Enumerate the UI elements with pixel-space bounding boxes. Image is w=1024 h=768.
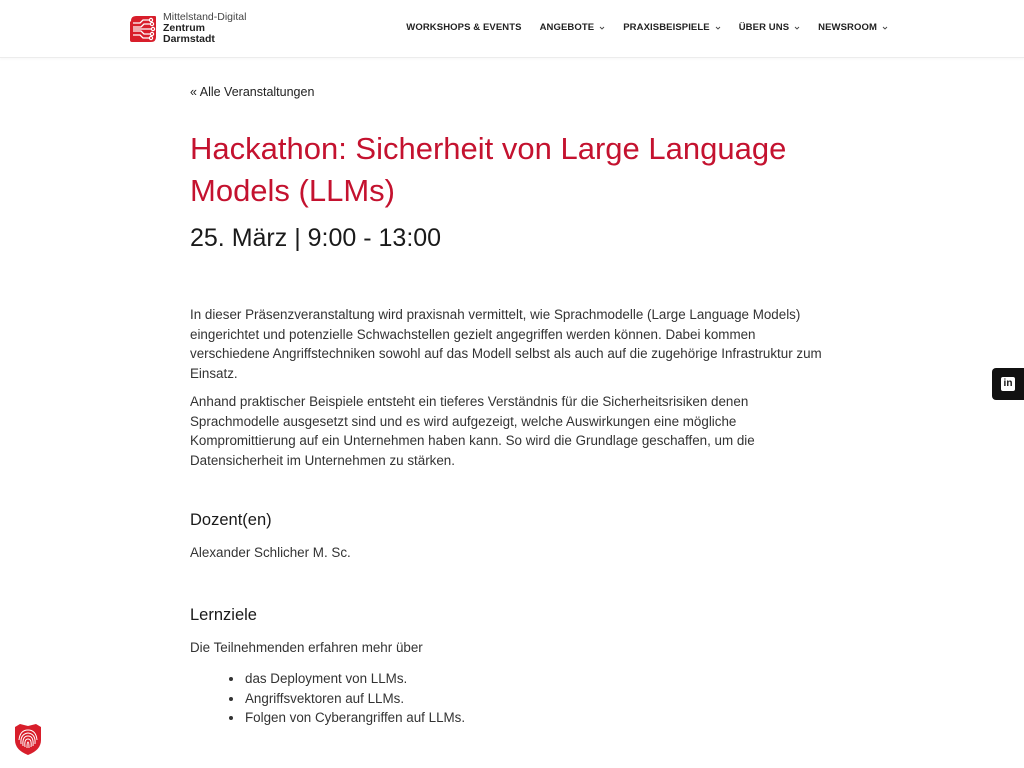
description-paragraph-1: In dieser Präsenzveranstaltung wird praxisnah vermittelt, wie Sprachmodelle (Large Language Models) eingerichtet und potenzielle Schwachstellen gezielt angegriffen werden können. Dabei kommen verschiedene Angriffstechniken sowohl auf das Modell selbst als auch auf die zugehörige Infrastruktur zum Einsatz. — [190, 307, 822, 381]
logo-line-1: Mittelstand-Digital — [163, 11, 247, 23]
back-to-all-events-link[interactable]: « Alle Veranstaltungen — [190, 85, 315, 99]
dozent-name: Alexander Schlicher M. Sc. — [190, 545, 351, 560]
linkedin-icon: in — [1001, 377, 1015, 391]
fingerprint-shield-icon[interactable] — [12, 722, 44, 756]
event-title: Hackathon: Sicherheit von Large Language Models (LLMs) — [190, 131, 787, 208]
nav-item-praxisbeispiele[interactable] — [623, 22, 721, 33]
nav-label: ÜBER UNS — [738, 22, 790, 33]
linkedin-share-button[interactable] — [992, 368, 1024, 400]
site-header — [0, 0, 1024, 58]
chevron-down-icon — [599, 25, 605, 31]
list-item: Folgen von Cyberangriffen auf LLMs. — [227, 708, 465, 728]
chevron-down-icon — [882, 25, 888, 31]
nav-label: PRAXISBEISPIELE — [623, 22, 710, 33]
chevron-down-icon — [715, 25, 721, 31]
circuit-logo-icon — [127, 13, 159, 45]
logo-line-2: Zentrum — [163, 22, 205, 34]
nav-item-newsroom[interactable] — [818, 22, 888, 33]
list-item: Angriffsvektoren auf LLMs. — [227, 689, 465, 709]
chevron-down-icon — [794, 25, 800, 31]
dozent-heading: Dozent(en) — [190, 511, 272, 529]
site-logo[interactable] — [127, 12, 246, 45]
nav-item-angebote[interactable] — [540, 22, 606, 33]
lernziele-intro: Die Teilnehmenden erfahren mehr über — [190, 640, 423, 655]
description-paragraph-2: Anhand praktischer Beispiele entsteht ein tieferes Verständnis für die Sicherheitsrisiken denen Sprachmodelle ausgesetzt sind und es wird aufgezeigt, welche Auswirkungen eine mögliche Kompromittierung auf ein Unternehmen haben kann. So wird die Grundlage geschaffen, um die Datensicherheit im Unternehmen zu stärken. — [190, 394, 755, 468]
nav-item-workshops-events[interactable] — [406, 22, 521, 33]
main-nav — [388, 22, 888, 33]
lernziele-list — [227, 669, 465, 728]
nav-label: ANGEBOTE — [539, 22, 595, 33]
list-item: das Deployment von LLMs. — [227, 669, 465, 689]
logo-text — [163, 12, 246, 45]
event-date: 25. März | 9:00 - 13:00 — [190, 224, 442, 252]
lernziele-heading: Lernziele — [190, 606, 257, 624]
nav-label: NEWSROOM — [818, 22, 877, 33]
nav-item-ueber-uns[interactable] — [739, 22, 800, 33]
nav-label: WORKSHOPS & EVENTS — [406, 22, 522, 33]
logo-line-3: Darmstadt — [163, 33, 215, 45]
